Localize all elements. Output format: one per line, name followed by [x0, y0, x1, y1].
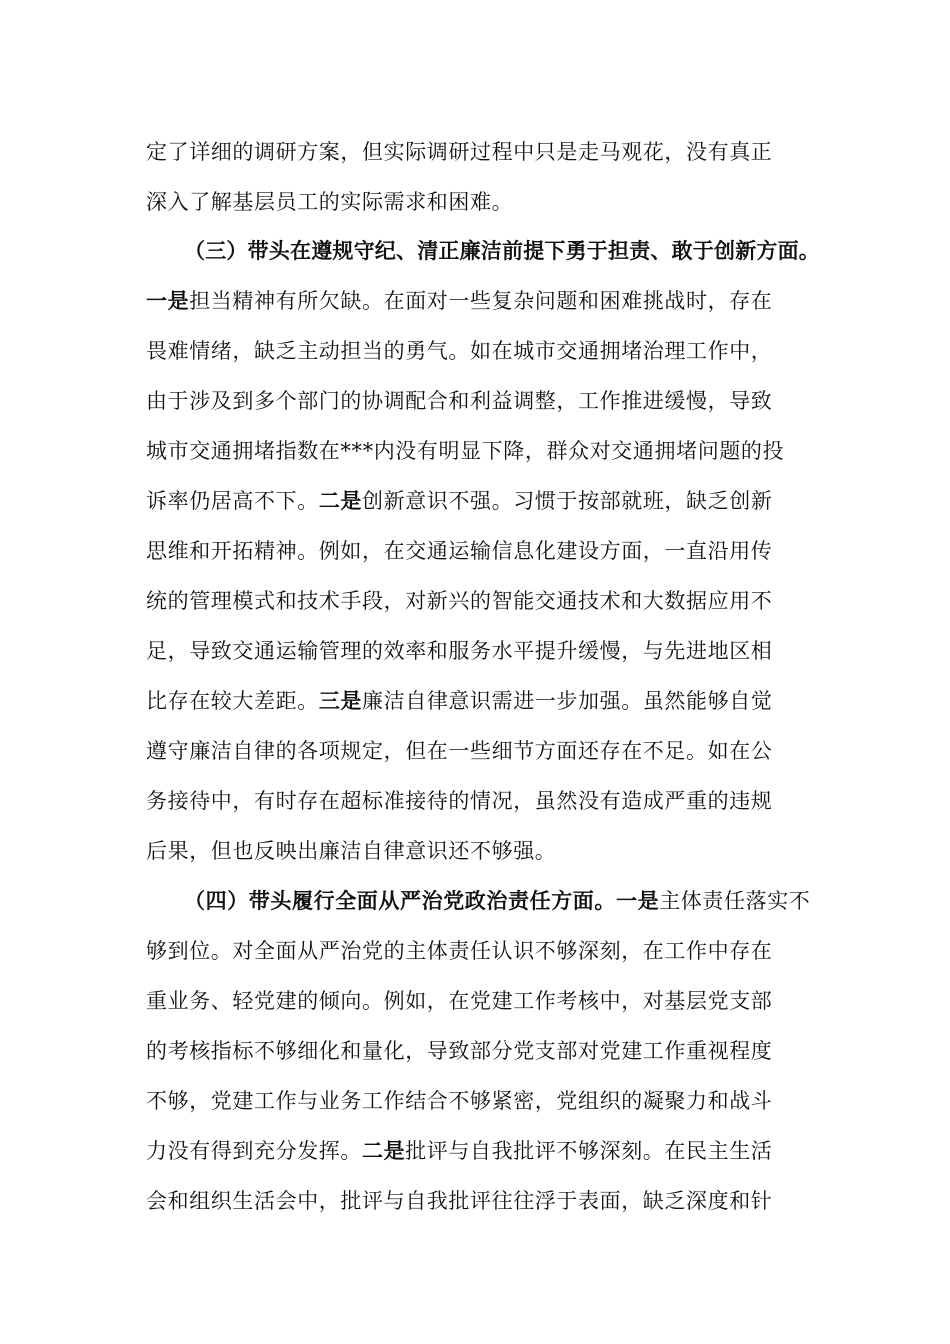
text-line	[146, 436, 784, 466]
text-segment: 务接待中，有时存在超标准接待的情况，虽然没有造成严重的违规	[146, 789, 773, 813]
text-line	[146, 636, 772, 666]
text-line	[146, 936, 772, 966]
text-line	[146, 386, 772, 416]
text-line	[146, 586, 772, 616]
text-segment: 创新意识不强。习惯于按部就班，缺乏创新	[362, 489, 773, 513]
text-segment: 的考核指标不够细化和量化，导致部分党支部对党建工作重视程度	[146, 1039, 773, 1063]
bold-text-segment: （四）带头履行全面从严治党政治责任方面。	[184, 888, 616, 913]
text-segment: 后果，但也反映出廉洁自律意识还不够强。	[146, 839, 557, 863]
text-line	[146, 686, 772, 716]
text-segment: 思维和开拓精神。例如，在交通运输信息化建设方面，一直沿用传	[146, 539, 773, 563]
text-segment: 定了详细的调研方案，但实际调研过程中只是走马观花，没有真正	[146, 140, 773, 164]
text-segment: 诉率仍居高不下。	[146, 489, 319, 513]
bold-text-segment: （三）带头在遵规守纪、清正廉洁前提下勇于担责、敢于创新方面。	[184, 238, 820, 263]
bold-text-segment: 二是	[318, 488, 363, 513]
text-line	[146, 1036, 772, 1066]
text-segment: 足，导致交通运输管理的效率和服务水平提升缓慢，与先进地区相	[146, 639, 773, 663]
text-line	[146, 1136, 772, 1166]
text-line	[184, 886, 810, 916]
text-line	[146, 786, 772, 816]
text-line	[146, 1186, 772, 1216]
text-segment: 重业务、轻党建的倾向。例如，在党建工作考核中，对基层党支部	[146, 989, 773, 1013]
text-line	[146, 336, 772, 366]
text-segment: 会和组织生活会中，批评与自我批评往往浮于表面，缺乏深度和针	[146, 1189, 773, 1213]
text-line	[146, 536, 772, 566]
text-segment: 由于涉及到多个部门的协调配合和利益调整，工作推进缓慢，导致	[146, 389, 773, 413]
bold-text-segment: 三是	[318, 688, 363, 713]
text-line	[146, 187, 513, 217]
text-segment: 不够，党建工作与业务工作结合不够紧密，党组织的凝聚力和战斗	[146, 1089, 773, 1113]
bold-text-segment: 二是	[362, 1138, 406, 1163]
bold-text-segment: 一是	[146, 288, 190, 313]
text-segment: 担当精神有所欠缺。在面对一些复杂问题和困难挑战时，存在	[189, 289, 773, 313]
text-line	[146, 836, 556, 866]
text-segment: 遵守廉洁自律的各项规定，但在一些细节方面还存在不足。如在公	[146, 739, 773, 763]
text-line	[146, 286, 772, 316]
text-line	[146, 486, 772, 516]
bold-text-segment: 一是	[616, 888, 660, 913]
text-line	[184, 236, 820, 266]
text-segment: 够到位。对全面从严治党的主体责任认识不够深刻，在工作中存在	[146, 939, 773, 963]
text-line	[146, 137, 772, 167]
text-segment: 比存在较大差距。	[146, 689, 319, 713]
text-segment: 批评与自我批评不够深刻。在民主生活	[405, 1139, 773, 1163]
text-line	[146, 1086, 772, 1116]
text-segment: 廉洁自律意识需进一步加强。虽然能够自觉	[362, 689, 773, 713]
text-line	[146, 986, 772, 1016]
text-segment: 深入了解基层员工的实际需求和困难。	[146, 190, 514, 214]
text-line	[146, 736, 772, 766]
text-segment: 城市交通拥堵指数在***内没有明显下降，群众对交通拥堵问题的投	[146, 439, 785, 463]
text-segment: 畏难情绪，缺乏主动担当的勇气。如在城市交通拥堵治理工作中，	[146, 339, 773, 363]
text-segment: 统的管理模式和技术手段，对新兴的智能交通技术和大数据应用不	[146, 589, 773, 613]
text-segment: 力没有得到充分发挥。	[146, 1139, 362, 1163]
text-segment: 主体责任落实不	[659, 889, 811, 913]
